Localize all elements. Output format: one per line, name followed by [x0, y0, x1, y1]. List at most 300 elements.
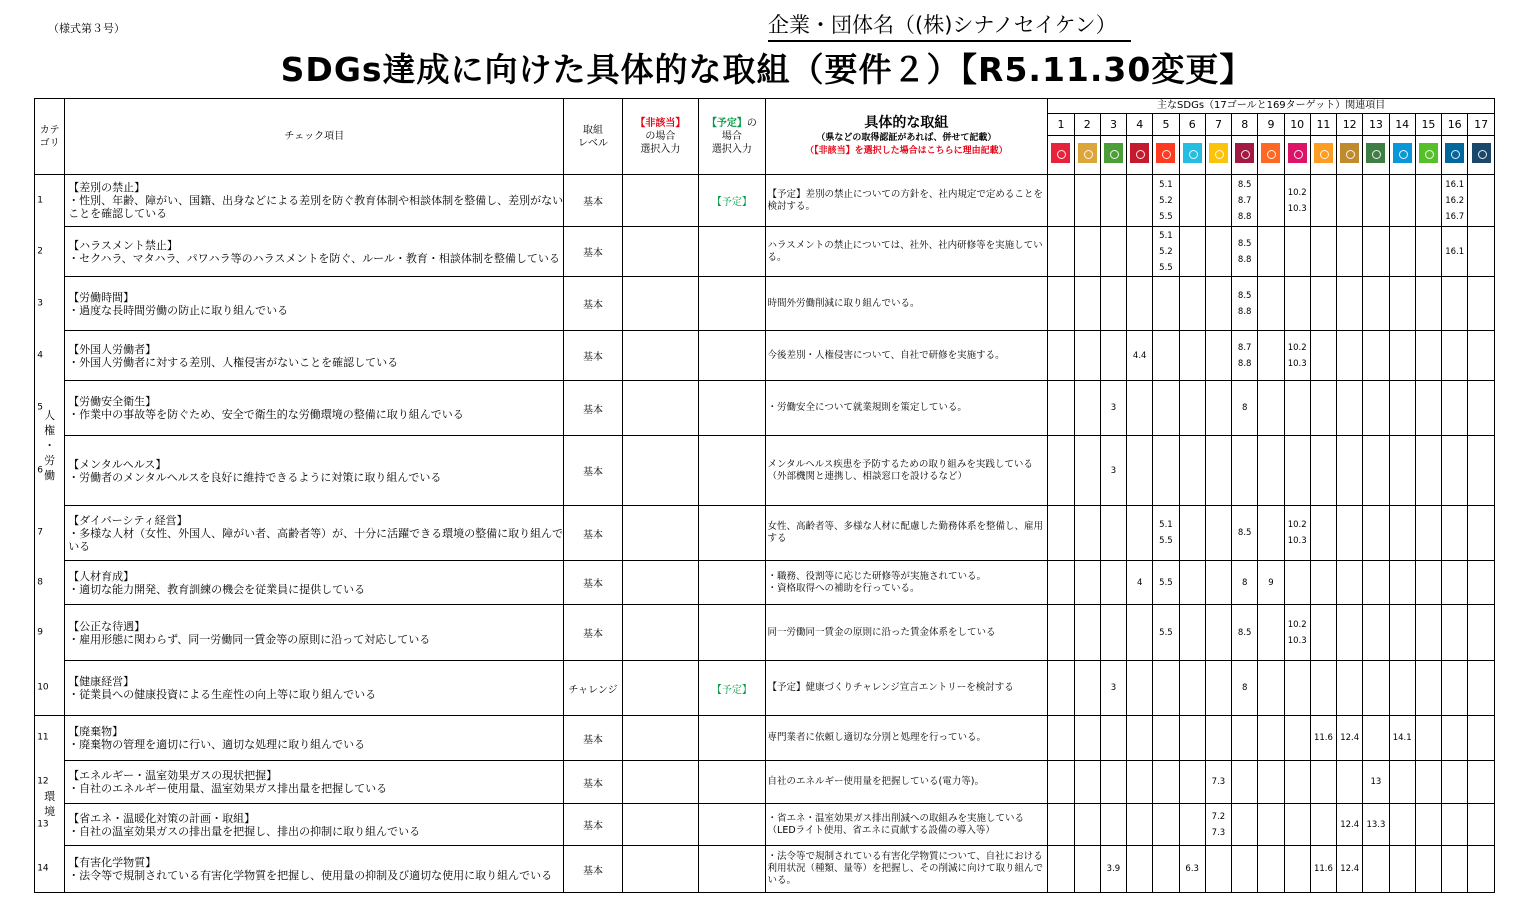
- sdg-target-cell: [1153, 436, 1179, 506]
- sdg-icon-cell: [1048, 136, 1074, 175]
- sdg-target-cell: [1415, 846, 1441, 893]
- sdg-goal-number: 5: [1153, 114, 1179, 136]
- sdg-target-cell: [1468, 175, 1495, 227]
- action-cell[interactable]: 同一労働同一賃金の原則に沿った賃金体系をしている: [765, 605, 1048, 661]
- sdg-target-cell: [1363, 436, 1389, 506]
- sdg-target-cell: 3.9: [1100, 846, 1126, 893]
- sdg-icon-cell: [1284, 136, 1310, 175]
- sdg-target-cell: 11.6: [1310, 716, 1336, 761]
- sdg-target-cell: [1442, 277, 1468, 331]
- sdg-target-cell: 9: [1258, 561, 1284, 605]
- sdg-target-cell: [1337, 761, 1363, 804]
- action-cell[interactable]: 自社のエネルギー使用量を把握している(電力等)。: [765, 761, 1048, 804]
- sdg-target-cell: [1074, 804, 1100, 846]
- level-cell[interactable]: 基本: [564, 381, 622, 436]
- not-applicable-cell[interactable]: [622, 277, 698, 331]
- sdg-target-cell: [1179, 716, 1205, 761]
- level-cell[interactable]: 基本: [564, 761, 622, 804]
- sdg-target-cell: [1179, 331, 1205, 381]
- sdg-target-cell: [1127, 605, 1153, 661]
- sdg-target-cell: 3: [1100, 381, 1126, 436]
- sdg-target-cell: [1310, 436, 1336, 506]
- sdg-1-icon: [1051, 143, 1070, 163]
- check-item-body: ・セクハラ、マタハラ、パワハラ等のハラスメントを防ぐ、ルール・教育・相談体制を整備している: [68, 251, 560, 265]
- sdg-target-cell: [1284, 277, 1310, 331]
- sdg-target-cell: [1415, 277, 1441, 331]
- action-cell[interactable]: 女性、高齢者等、多様な人材に配慮した勤務体系を整備し、雇用する: [765, 506, 1048, 561]
- category-header: カテ ゴリ: [35, 99, 65, 175]
- sdg-target-cell: [1100, 506, 1126, 561]
- planned-cell[interactable]: 【予定】: [699, 661, 765, 716]
- planned-header: [699, 99, 765, 175]
- sdg-target-cell: [1127, 436, 1153, 506]
- action-cell[interactable]: 【予定】差別の禁止についての方針を、社内規定で定めることを検討する。: [765, 175, 1048, 227]
- row-number: 13: [37, 819, 49, 829]
- sdg-target-cell: [1232, 436, 1258, 506]
- not-applicable-cell[interactable]: [622, 804, 698, 846]
- sdg-target-cell: [1048, 804, 1074, 846]
- sdg-target-cell: [1179, 761, 1205, 804]
- level-cell[interactable]: 基本: [564, 506, 622, 561]
- action-cell[interactable]: 【予定】健康づくりチャレンジ宣言エントリーを検討する: [765, 661, 1048, 716]
- not-applicable-sub: の場合 選択入力: [640, 131, 681, 155]
- level-cell[interactable]: 基本: [564, 846, 622, 893]
- not-applicable-cell[interactable]: [622, 227, 698, 277]
- sdg-target-cell: 10.2 10.3: [1284, 605, 1310, 661]
- sdg-target-cell: [1074, 175, 1100, 227]
- sdg-target-cell: [1179, 561, 1205, 605]
- sdg-target-cell: [1310, 381, 1336, 436]
- check-item-cell: [37, 716, 564, 761]
- sdg-icon-cell: [1363, 136, 1389, 175]
- checklist-body: [35, 175, 1495, 893]
- check-item-cell: [37, 605, 564, 661]
- sdg-target-cell: [1074, 227, 1100, 277]
- sdg-target-cell: [1100, 227, 1126, 277]
- sdg-target-cell: [1337, 175, 1363, 227]
- sdg-target-cell: [1442, 561, 1468, 605]
- sdg-target-cell: [1389, 506, 1415, 561]
- check-item-body: ・作業中の事故等を防ぐため、安全で衛生的な労働環境の整備に取り組んでいる: [68, 408, 464, 421]
- form-number: （様式第３号）: [48, 22, 125, 35]
- sdg-target-cell: [1074, 716, 1100, 761]
- category-cell: 環 境: [35, 716, 65, 893]
- sdg-target-cell: 8.5: [1232, 605, 1258, 661]
- not-applicable-cell[interactable]: [622, 661, 698, 716]
- sdg-goal-number: 1: [1048, 114, 1074, 136]
- sdg-target-cell: [1100, 716, 1126, 761]
- not-applicable-label: 【非該当】: [635, 118, 686, 129]
- check-item-cell: [37, 331, 564, 381]
- not-applicable-cell[interactable]: [622, 716, 698, 761]
- sdg-target-cell: 10.2 10.3: [1284, 331, 1310, 381]
- check-item-title: 【公正な待遇】: [68, 619, 146, 633]
- level-cell[interactable]: 基本: [564, 331, 622, 381]
- level-cell[interactable]: 基本: [564, 277, 622, 331]
- sdg-target-cell: [1415, 804, 1441, 846]
- level-cell[interactable]: 基本: [564, 716, 622, 761]
- check-item-title: 【省エネ・温暖化対策の計画・取組】: [68, 811, 256, 825]
- table-row: [35, 175, 1495, 227]
- not-applicable-cell[interactable]: [622, 436, 698, 506]
- planned-cell[interactable]: [699, 846, 765, 893]
- action-cell[interactable]: 時間外労働削減に取り組んでいる。: [765, 277, 1048, 331]
- sdg-target-cell: [1258, 804, 1284, 846]
- action-cell[interactable]: メンタルヘルス疾患を予防するための取り組みを実践している（外部機関と連携し、相談窓口を設けるなど）: [765, 436, 1048, 506]
- not-applicable-cell[interactable]: [622, 846, 698, 893]
- table-row: [35, 761, 1495, 804]
- sdg-target-cell: [1127, 381, 1153, 436]
- not-applicable-cell[interactable]: [622, 331, 698, 381]
- sdg-target-cell: [1205, 331, 1231, 381]
- level-header: 取組 レベル: [564, 99, 622, 175]
- row-number: 4: [37, 350, 43, 360]
- check-item-title: 【廃棄物】: [68, 725, 124, 738]
- sdg-target-cell: [1153, 846, 1179, 893]
- sdg-target-cell: [1363, 381, 1389, 436]
- sdg-target-cell: [1179, 381, 1205, 436]
- action-cell[interactable]: ・労働安全について就業規則を策定している。: [765, 381, 1048, 436]
- sdg-target-cell: [1048, 716, 1074, 761]
- sdg-target-cell: 4.4: [1127, 331, 1153, 381]
- sdg-target-cell: [1048, 277, 1074, 331]
- planned-cell[interactable]: [699, 605, 765, 661]
- sdg-target-cell: [1179, 804, 1205, 846]
- sdg-target-cell: [1468, 661, 1495, 716]
- sdg-target-cell: [1337, 227, 1363, 277]
- check-item-cell: [37, 561, 564, 605]
- sdg-icon-cell: [1310, 136, 1336, 175]
- sdg-target-cell: 5.1 5.5: [1153, 506, 1179, 561]
- sdg-target-cell: 10.2 10.3: [1284, 506, 1310, 561]
- sdg-target-cell: [1415, 506, 1441, 561]
- sdg-target-cell: [1310, 761, 1336, 804]
- sdg-target-cell: 13: [1363, 761, 1389, 804]
- sdg-target-cell: [1363, 661, 1389, 716]
- row-number: 11: [37, 732, 49, 743]
- sdg-header: 主なSDGs（17ゴールと169ターゲット）関連項目: [1048, 99, 1495, 114]
- sdg-target-cell: [1415, 761, 1441, 804]
- not-applicable-cell[interactable]: [622, 175, 698, 227]
- sdg-target-cell: [1153, 716, 1179, 761]
- sdg-target-cell: [1179, 227, 1205, 277]
- sdg-target-cell: [1415, 381, 1441, 436]
- sdg-target-cell: [1389, 175, 1415, 227]
- level-cell[interactable]: 基本: [564, 561, 622, 605]
- action-cell[interactable]: ・法令等で規制されている有害化学物質について、自社における利用状況（種類、量等）を把握し、その削減に向けて取り組んでいる。: [765, 846, 1048, 893]
- planned-cell[interactable]: [699, 277, 765, 331]
- sdg-icon-cell: [1468, 136, 1495, 175]
- not-applicable-cell[interactable]: [622, 506, 698, 561]
- sdg-2-icon: [1078, 143, 1097, 163]
- check-item-cell: [37, 227, 564, 277]
- sdg-target-cell: [1232, 846, 1258, 893]
- sdg-target-cell: [1100, 761, 1126, 804]
- sdg-target-cell: [1048, 331, 1074, 381]
- planned-cell[interactable]: [699, 331, 765, 381]
- sdg-goal-number: 15: [1415, 114, 1441, 136]
- sdg-target-cell: [1442, 661, 1468, 716]
- not-applicable-cell[interactable]: [622, 561, 698, 605]
- sdg-target-cell: [1337, 381, 1363, 436]
- sdg-target-cell: [1179, 277, 1205, 331]
- sdg-target-cell: [1258, 846, 1284, 893]
- not-applicable-cell[interactable]: [622, 381, 698, 436]
- table-row: [35, 716, 1495, 761]
- sdg-target-cell: [1205, 846, 1231, 893]
- level-cell[interactable]: 基本: [564, 436, 622, 506]
- sdg-target-cell: 8.5: [1232, 506, 1258, 561]
- sdg-7-icon: [1209, 143, 1228, 163]
- sdg-target-cell: 7.3: [1205, 761, 1231, 804]
- sdg-target-cell: [1258, 506, 1284, 561]
- planned-cell[interactable]: [699, 381, 765, 436]
- check-item-body: ・多様な人材（女性、外国人、障がい者、高齢者等）が、十分に活躍できる環境の整備に取り組んでいる: [68, 526, 564, 553]
- sdg-target-cell: [1363, 716, 1389, 761]
- sdg-target-cell: [1074, 605, 1100, 661]
- sdg-target-cell: [1048, 506, 1074, 561]
- sdg-target-cell: [1284, 761, 1310, 804]
- check-item-cell: [37, 661, 564, 716]
- check-item-body: ・自社のエネルギー使用量、温室効果ガス排出量を把握している: [68, 782, 388, 795]
- sdg-target-cell: 8.5 8.7 8.8: [1232, 175, 1258, 227]
- action-cell[interactable]: ・職務、役割等に応じた研修等が実施されている。 ・資格取得への補助を行っている。: [765, 561, 1048, 605]
- sdg-target-cell: [1127, 716, 1153, 761]
- sdg-target-cell: [1389, 227, 1415, 277]
- sdg-target-cell: [1415, 227, 1441, 277]
- action-cell[interactable]: ・省エネ・温室効果ガス排出削減への取組みを実施している （LEDライト使用、省エネに貢献する設備の導入等）: [765, 804, 1048, 846]
- row-number: 14: [37, 863, 49, 874]
- sdg-target-cell: [1205, 716, 1231, 761]
- check-item-title: 【有害化学物質】: [68, 856, 157, 869]
- page-title: SDGs達成に向けた具体的な取組（要件２）【R5.11.30変更】: [280, 50, 1254, 89]
- check-item-title: 【労働安全衛生】: [68, 395, 157, 408]
- sdg-target-cell: [1127, 804, 1153, 846]
- sdg-target-cell: [1442, 846, 1468, 893]
- sdg-icon-cell: [1258, 136, 1284, 175]
- row-number: 9: [37, 627, 43, 637]
- check-item-header: チェック項目: [65, 99, 564, 175]
- sdg-icon-cell: [1153, 136, 1179, 175]
- sdg-target-cell: [1310, 227, 1336, 277]
- sdg-target-cell: [1127, 175, 1153, 227]
- sdg-icon-cell: [1074, 136, 1100, 175]
- sdg-target-cell: [1389, 561, 1415, 605]
- planned-cell[interactable]: [699, 804, 765, 846]
- sdg-goal-number: 9: [1258, 114, 1284, 136]
- table-row: [35, 605, 1495, 661]
- sdg-target-cell: [1337, 561, 1363, 605]
- sdg-target-cell: [1074, 331, 1100, 381]
- sdg-target-cell: [1337, 605, 1363, 661]
- sdg-target-cell: [1468, 561, 1495, 605]
- sdg-target-cell: [1442, 761, 1468, 804]
- sdg-target-cell: [1389, 277, 1415, 331]
- sdg-target-cell: [1284, 227, 1310, 277]
- sdg-target-cell: [1205, 227, 1231, 277]
- planned-cell[interactable]: [699, 436, 765, 506]
- check-item-title: 【人材育成】: [68, 569, 135, 583]
- action-cell[interactable]: 今後差別・人権侵害について、自社で研修を実施する。: [765, 331, 1048, 381]
- sdg-target-cell: [1048, 561, 1074, 605]
- row-number: 1: [37, 195, 43, 205]
- company-name: 企業・団体名（(株)シナノセイケン）: [768, 10, 1131, 42]
- sdg-goal-number: 6: [1179, 114, 1205, 136]
- level-cell[interactable]: 基本: [564, 605, 622, 661]
- check-item-title: 【ダイバーシティ経営】: [68, 513, 188, 527]
- planned-cell[interactable]: [699, 761, 765, 804]
- check-item-body: ・雇用形態に関わらず、同一労働同一賃金等の原則に沿って対応している: [68, 632, 431, 646]
- sdg-target-cell: [1468, 846, 1495, 893]
- sdg-target-cell: [1337, 506, 1363, 561]
- sdg-target-cell: [1048, 227, 1074, 277]
- sdg-target-cell: [1337, 661, 1363, 716]
- sdg-target-cell: [1100, 277, 1126, 331]
- sdg-target-cell: [1442, 716, 1468, 761]
- sdg-10-icon: [1288, 143, 1307, 163]
- sdg-target-cell: [1100, 175, 1126, 227]
- sdg-target-cell: [1074, 436, 1100, 506]
- sdg-icon-cell: [1179, 136, 1205, 175]
- sdg-target-cell: [1258, 605, 1284, 661]
- sdg-target-cell: [1232, 804, 1258, 846]
- sdg-target-cell: [1258, 331, 1284, 381]
- sdg-target-cell: [1205, 506, 1231, 561]
- check-item-body: ・適切な能力開発、教育訓練の機会を従業員に提供している: [68, 582, 366, 596]
- sdg-target-cell: [1048, 381, 1074, 436]
- level-cell[interactable]: 基本: [564, 175, 622, 227]
- sdg-target-cell: [1468, 605, 1495, 661]
- sdg-target-cell: [1153, 331, 1179, 381]
- sdg-target-cell: 11.6: [1310, 846, 1336, 893]
- check-item-title: 【健康経営】: [68, 675, 135, 688]
- sdg-goal-number: 13: [1363, 114, 1389, 136]
- check-item-body: ・労働者のメンタルヘルスを良好に維持できるように対策に取り組んでいる: [68, 470, 442, 484]
- sdg-target-cell: [1310, 661, 1336, 716]
- sdg-target-cell: [1074, 561, 1100, 605]
- sdg-target-cell: [1363, 277, 1389, 331]
- sdg-target-cell: [1442, 605, 1468, 661]
- sdg-4-icon: [1130, 143, 1149, 163]
- sdg-target-cell: 7.2 7.3: [1205, 804, 1231, 846]
- planned-cell[interactable]: 【予定】: [699, 175, 765, 227]
- category-cell: 人 権 ・ 労 働: [35, 175, 65, 716]
- check-item-body: ・性別、年齢、障がい、国籍、出身などによる差別を防ぐ教育体制や相談体制を整備し、差別がないことを確認している: [68, 194, 564, 220]
- action-cell[interactable]: ハラスメントの禁止については、社外、社内研修等を実施している。: [765, 227, 1048, 277]
- sdg-6-icon: [1183, 143, 1202, 163]
- sdg-target-cell: [1337, 331, 1363, 381]
- sdg-target-cell: [1415, 331, 1441, 381]
- sdg-3-icon: [1104, 143, 1123, 163]
- sdg-17-icon: [1472, 143, 1491, 163]
- check-item-title: 【外国人労働者】: [68, 342, 157, 356]
- sdg-icon-cell: [1100, 136, 1126, 175]
- sdg-target-cell: [1100, 804, 1126, 846]
- sdg-target-cell: 8.5 8.8: [1232, 227, 1258, 277]
- sdg-target-cell: [1153, 277, 1179, 331]
- sdg-target-cell: [1048, 661, 1074, 716]
- check-item-cell: [37, 277, 564, 331]
- sdg-target-cell: 6.3: [1179, 846, 1205, 893]
- sdg-target-cell: [1153, 381, 1179, 436]
- sdg-target-cell: [1284, 436, 1310, 506]
- sdg-14-icon: [1393, 143, 1412, 163]
- sdg-target-cell: 3: [1100, 661, 1126, 716]
- sdg-target-cell: [1074, 277, 1100, 331]
- sdg-target-cell: [1153, 804, 1179, 846]
- sdg-target-cell: [1258, 381, 1284, 436]
- sdg-8-icon: [1235, 143, 1254, 163]
- sdg-target-cell: [1389, 804, 1415, 846]
- sdg-target-cell: [1468, 277, 1495, 331]
- sdg-target-cell: [1179, 506, 1205, 561]
- sdg-target-cell: [1205, 561, 1231, 605]
- planned-cell[interactable]: [699, 561, 765, 605]
- sdg-target-cell: [1205, 661, 1231, 716]
- check-item-cell: [37, 506, 564, 561]
- planned-cell[interactable]: [699, 506, 765, 561]
- sdg-goal-number: 7: [1205, 114, 1231, 136]
- sdg-target-cell: [1127, 761, 1153, 804]
- sdg-target-cell: [1258, 661, 1284, 716]
- sdg-target-cell: [1205, 381, 1231, 436]
- sdg-target-cell: [1127, 227, 1153, 277]
- sdg-target-cell: [1074, 506, 1100, 561]
- not-applicable-cell[interactable]: [622, 605, 698, 661]
- check-item-title: 【ハラスメント禁止】: [68, 238, 178, 252]
- planned-cell[interactable]: [699, 716, 765, 761]
- sdg-target-cell: [1258, 227, 1284, 277]
- sdg-target-cell: 10.2 10.3: [1284, 175, 1310, 227]
- table-row: [35, 436, 1495, 506]
- sdg-target-cell: [1153, 661, 1179, 716]
- sdg-target-cell: [1389, 846, 1415, 893]
- sdg-target-cell: [1442, 436, 1468, 506]
- check-item-body: ・自社の温室効果ガスの排出量を把握し、排出の抑制に取り組んでいる: [68, 824, 421, 838]
- table-row: [35, 227, 1495, 277]
- sdg-target-cell: 8: [1232, 561, 1258, 605]
- sdg-target-cell: [1468, 381, 1495, 436]
- row-number: 5: [37, 402, 43, 413]
- check-item-body: ・外国人労働者に対する差別、人権侵害がないことを確認している: [68, 355, 399, 369]
- sdg-target-cell: 5.5: [1153, 605, 1179, 661]
- sdg-target-cell: [1363, 605, 1389, 661]
- level-cell[interactable]: 基本: [564, 227, 622, 277]
- sdg-target-cell: 14.1: [1389, 716, 1415, 761]
- level-cell[interactable]: 基本: [564, 804, 622, 846]
- sdg-target-cell: [1389, 761, 1415, 804]
- sdg-icon-cell: [1127, 136, 1153, 175]
- table-row: [35, 277, 1495, 331]
- sdg-target-cell: [1442, 506, 1468, 561]
- planned-cell[interactable]: [699, 227, 765, 277]
- action-cell[interactable]: 専門業者に依頼し適切な分別と処理を行っている。: [765, 716, 1048, 761]
- sdg-target-cell: [1442, 381, 1468, 436]
- not-applicable-cell[interactable]: [622, 761, 698, 804]
- sdg-13-icon: [1366, 143, 1385, 163]
- sdg-target-cell: [1363, 506, 1389, 561]
- level-cell[interactable]: チャレンジ: [564, 661, 622, 716]
- action-subtitle: （県などの取得認証があれば、併せて記載）: [816, 133, 997, 143]
- sdg-target-cell: [1127, 506, 1153, 561]
- sdg-target-cell: [1048, 436, 1074, 506]
- sdg-target-cell: [1284, 716, 1310, 761]
- sdg-target-cell: [1205, 277, 1231, 331]
- sdg-icon-cell: [1415, 136, 1441, 175]
- action-title: 具体的な取組: [864, 115, 949, 131]
- sdg-target-cell: [1415, 561, 1441, 605]
- sdg-target-cell: [1100, 331, 1126, 381]
